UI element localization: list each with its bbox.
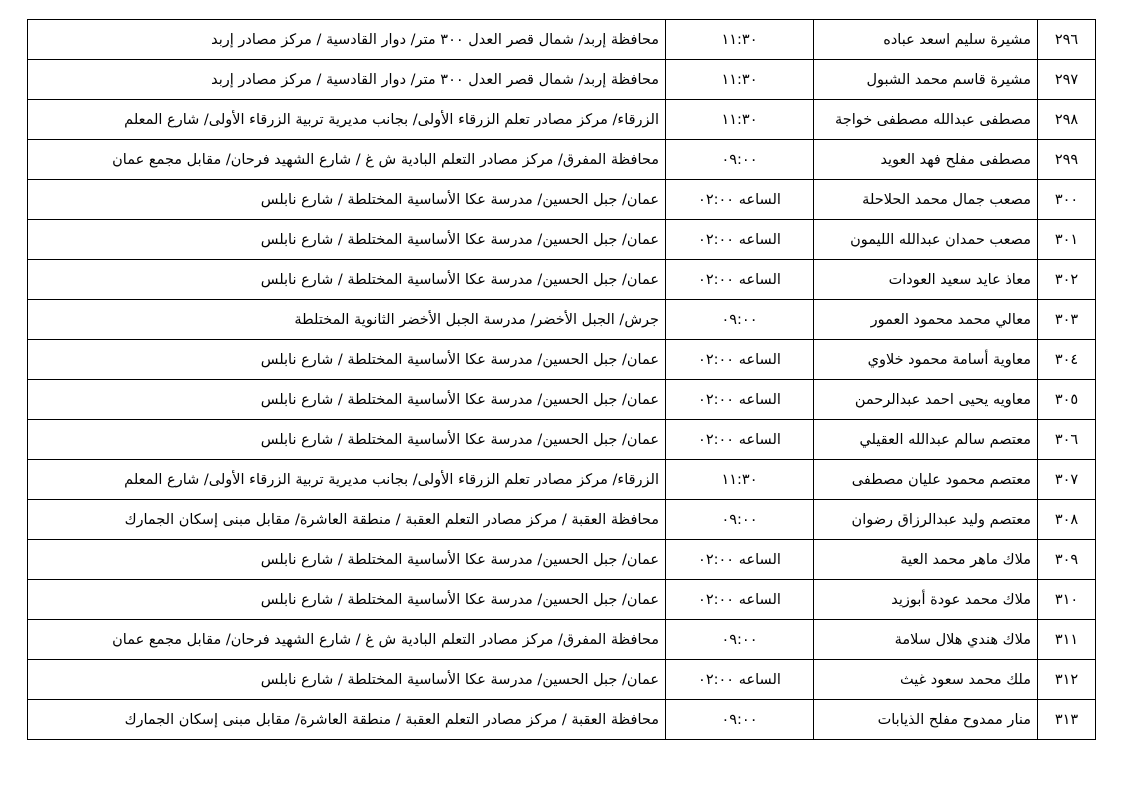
table-row	[28, 620, 1096, 660]
person-name: منار ممدوح مفلح الذيابات	[814, 700, 1038, 740]
table-row	[28, 420, 1096, 460]
exam-time: ٠٩:٠٠	[666, 140, 814, 180]
table-row	[28, 540, 1096, 580]
exam-location: محافظة إربد/ شمال قصر العدل ٣٠٠ متر/ دوار القادسية / مركز مصادر إربد	[28, 20, 666, 60]
row-number: ٣٠٠	[1038, 180, 1096, 220]
exam-location: جرش/ الجبل الأخضر/ مدرسة الجبل الأخضر الثانوية المختلطة	[28, 300, 666, 340]
table-row	[28, 300, 1096, 340]
row-number: ٢٩٩	[1038, 140, 1096, 180]
table-row	[28, 460, 1096, 500]
person-name: معاوية أسامة محمود خلاوي	[814, 340, 1038, 380]
roster-sheet	[27, 19, 1095, 740]
roster-table	[27, 19, 1096, 740]
exam-time: ١١:٣٠	[666, 20, 814, 60]
table-row	[28, 380, 1096, 420]
exam-time: ٠٩:٠٠	[666, 300, 814, 340]
exam-location: عمان/ جبل الحسين/ مدرسة عكا الأساسية المختلطة / شارع نابلس	[28, 540, 666, 580]
row-number: ٣٠٨	[1038, 500, 1096, 540]
exam-time: الساعه ٠٢:٠٠	[666, 660, 814, 700]
row-number: ٣٠٤	[1038, 340, 1096, 380]
exam-location: عمان/ جبل الحسين/ مدرسة عكا الأساسية المختلطة / شارع نابلس	[28, 180, 666, 220]
row-number: ٢٩٧	[1038, 60, 1096, 100]
person-name: مصعب جمال محمد الحلاحلة	[814, 180, 1038, 220]
row-number: ٢٩٦	[1038, 20, 1096, 60]
row-number: ٣١٣	[1038, 700, 1096, 740]
row-number: ٣٠٢	[1038, 260, 1096, 300]
table-row	[28, 660, 1096, 700]
exam-time: الساعه ٠٢:٠٠	[666, 180, 814, 220]
exam-time: الساعه ٠٢:٠٠	[666, 260, 814, 300]
person-name: ملاك محمد عودة أبوزيد	[814, 580, 1038, 620]
exam-time: الساعه ٠٢:٠٠	[666, 540, 814, 580]
exam-time: الساعه ٠٢:٠٠	[666, 380, 814, 420]
exam-time: ١١:٣٠	[666, 460, 814, 500]
person-name: معالي محمد محمود العمور	[814, 300, 1038, 340]
exam-location: محافظة العقبة / مركز مصادر التعلم العقبة / منطقة العاشرة/ مقابل مبنى إسكان الجمارك	[28, 500, 666, 540]
table-row	[28, 340, 1096, 380]
exam-location: عمان/ جبل الحسين/ مدرسة عكا الأساسية المختلطة / شارع نابلس	[28, 380, 666, 420]
person-name: معتصم محمود عليان مصطفى	[814, 460, 1038, 500]
table-row	[28, 220, 1096, 260]
person-name: معتصم وليد عبدالرزاق رضوان	[814, 500, 1038, 540]
exam-time: ١١:٣٠	[666, 60, 814, 100]
person-name: مشيرة سليم اسعد عباده	[814, 20, 1038, 60]
row-number: ٣١٢	[1038, 660, 1096, 700]
person-name: مصطفى مفلح فهد العويد	[814, 140, 1038, 180]
table-row	[28, 700, 1096, 740]
person-name: ملك محمد سعود غيث	[814, 660, 1038, 700]
exam-location: عمان/ جبل الحسين/ مدرسة عكا الأساسية المختلطة / شارع نابلس	[28, 260, 666, 300]
table-row	[28, 180, 1096, 220]
table-row	[28, 140, 1096, 180]
exam-time: الساعه ٠٢:٠٠	[666, 580, 814, 620]
row-number: ٣٠٣	[1038, 300, 1096, 340]
table-row	[28, 60, 1096, 100]
table-row	[28, 100, 1096, 140]
exam-location: عمان/ جبل الحسين/ مدرسة عكا الأساسية المختلطة / شارع نابلس	[28, 580, 666, 620]
exam-time: الساعه ٠٢:٠٠	[666, 340, 814, 380]
exam-location: عمان/ جبل الحسين/ مدرسة عكا الأساسية المختلطة / شارع نابلس	[28, 660, 666, 700]
person-name: معتصم سالم عبدالله العقيلي	[814, 420, 1038, 460]
exam-time: الساعه ٠٢:٠٠	[666, 220, 814, 260]
person-name: مصعب حمدان عبدالله الليمون	[814, 220, 1038, 260]
exam-location: محافظة العقبة / مركز مصادر التعلم العقبة / منطقة العاشرة/ مقابل مبنى إسكان الجمارك	[28, 700, 666, 740]
exam-time: ٠٩:٠٠	[666, 620, 814, 660]
row-number: ٣٠٩	[1038, 540, 1096, 580]
exam-location: محافظة المفرق/ مركز مصادر التعلم البادية ش غ / شارع الشهيد فرحان/ مقابل مجمع عمان	[28, 620, 666, 660]
table-row	[28, 260, 1096, 300]
exam-location: محافظة المفرق/ مركز مصادر التعلم البادية ش غ / شارع الشهيد فرحان/ مقابل مجمع عمان	[28, 140, 666, 180]
exam-time: الساعه ٠٢:٠٠	[666, 420, 814, 460]
person-name: مصطفى عبدالله مصطفى خواجة	[814, 100, 1038, 140]
row-number: ٣١٠	[1038, 580, 1096, 620]
exam-time: ١١:٣٠	[666, 100, 814, 140]
row-number: ٣١١	[1038, 620, 1096, 660]
row-number: ٣٠٧	[1038, 460, 1096, 500]
exam-location: عمان/ جبل الحسين/ مدرسة عكا الأساسية المختلطة / شارع نابلس	[28, 420, 666, 460]
person-name: معاويه يحيى احمد عبدالرحمن	[814, 380, 1038, 420]
exam-location: عمان/ جبل الحسين/ مدرسة عكا الأساسية المختلطة / شارع نابلس	[28, 220, 666, 260]
table-row	[28, 20, 1096, 60]
person-name: ملاك ماهر محمد العية	[814, 540, 1038, 580]
table-row	[28, 580, 1096, 620]
exam-location: الزرقاء/ مركز مصادر تعلم الزرقاء الأولى/ بجانب مديرية تربية الزرقاء الأولى/ شارع المعلم	[28, 460, 666, 500]
row-number: ٣٠٦	[1038, 420, 1096, 460]
exam-time: ٠٩:٠٠	[666, 700, 814, 740]
row-number: ٣٠٥	[1038, 380, 1096, 420]
person-name: مشيرة قاسم محمد الشبول	[814, 60, 1038, 100]
roster-body	[28, 20, 1096, 740]
exam-location: عمان/ جبل الحسين/ مدرسة عكا الأساسية المختلطة / شارع نابلس	[28, 340, 666, 380]
row-number: ٣٠١	[1038, 220, 1096, 260]
row-number: ٢٩٨	[1038, 100, 1096, 140]
exam-location: الزرقاء/ مركز مصادر تعلم الزرقاء الأولى/ بجانب مديرية تربية الزرقاء الأولى/ شارع المعلم	[28, 100, 666, 140]
person-name: ملاك هندي هلال سلامة	[814, 620, 1038, 660]
person-name: معاذ عايد سعيد العودات	[814, 260, 1038, 300]
exam-time: ٠٩:٠٠	[666, 500, 814, 540]
exam-location: محافظة إربد/ شمال قصر العدل ٣٠٠ متر/ دوار القادسية / مركز مصادر إربد	[28, 60, 666, 100]
table-row	[28, 500, 1096, 540]
